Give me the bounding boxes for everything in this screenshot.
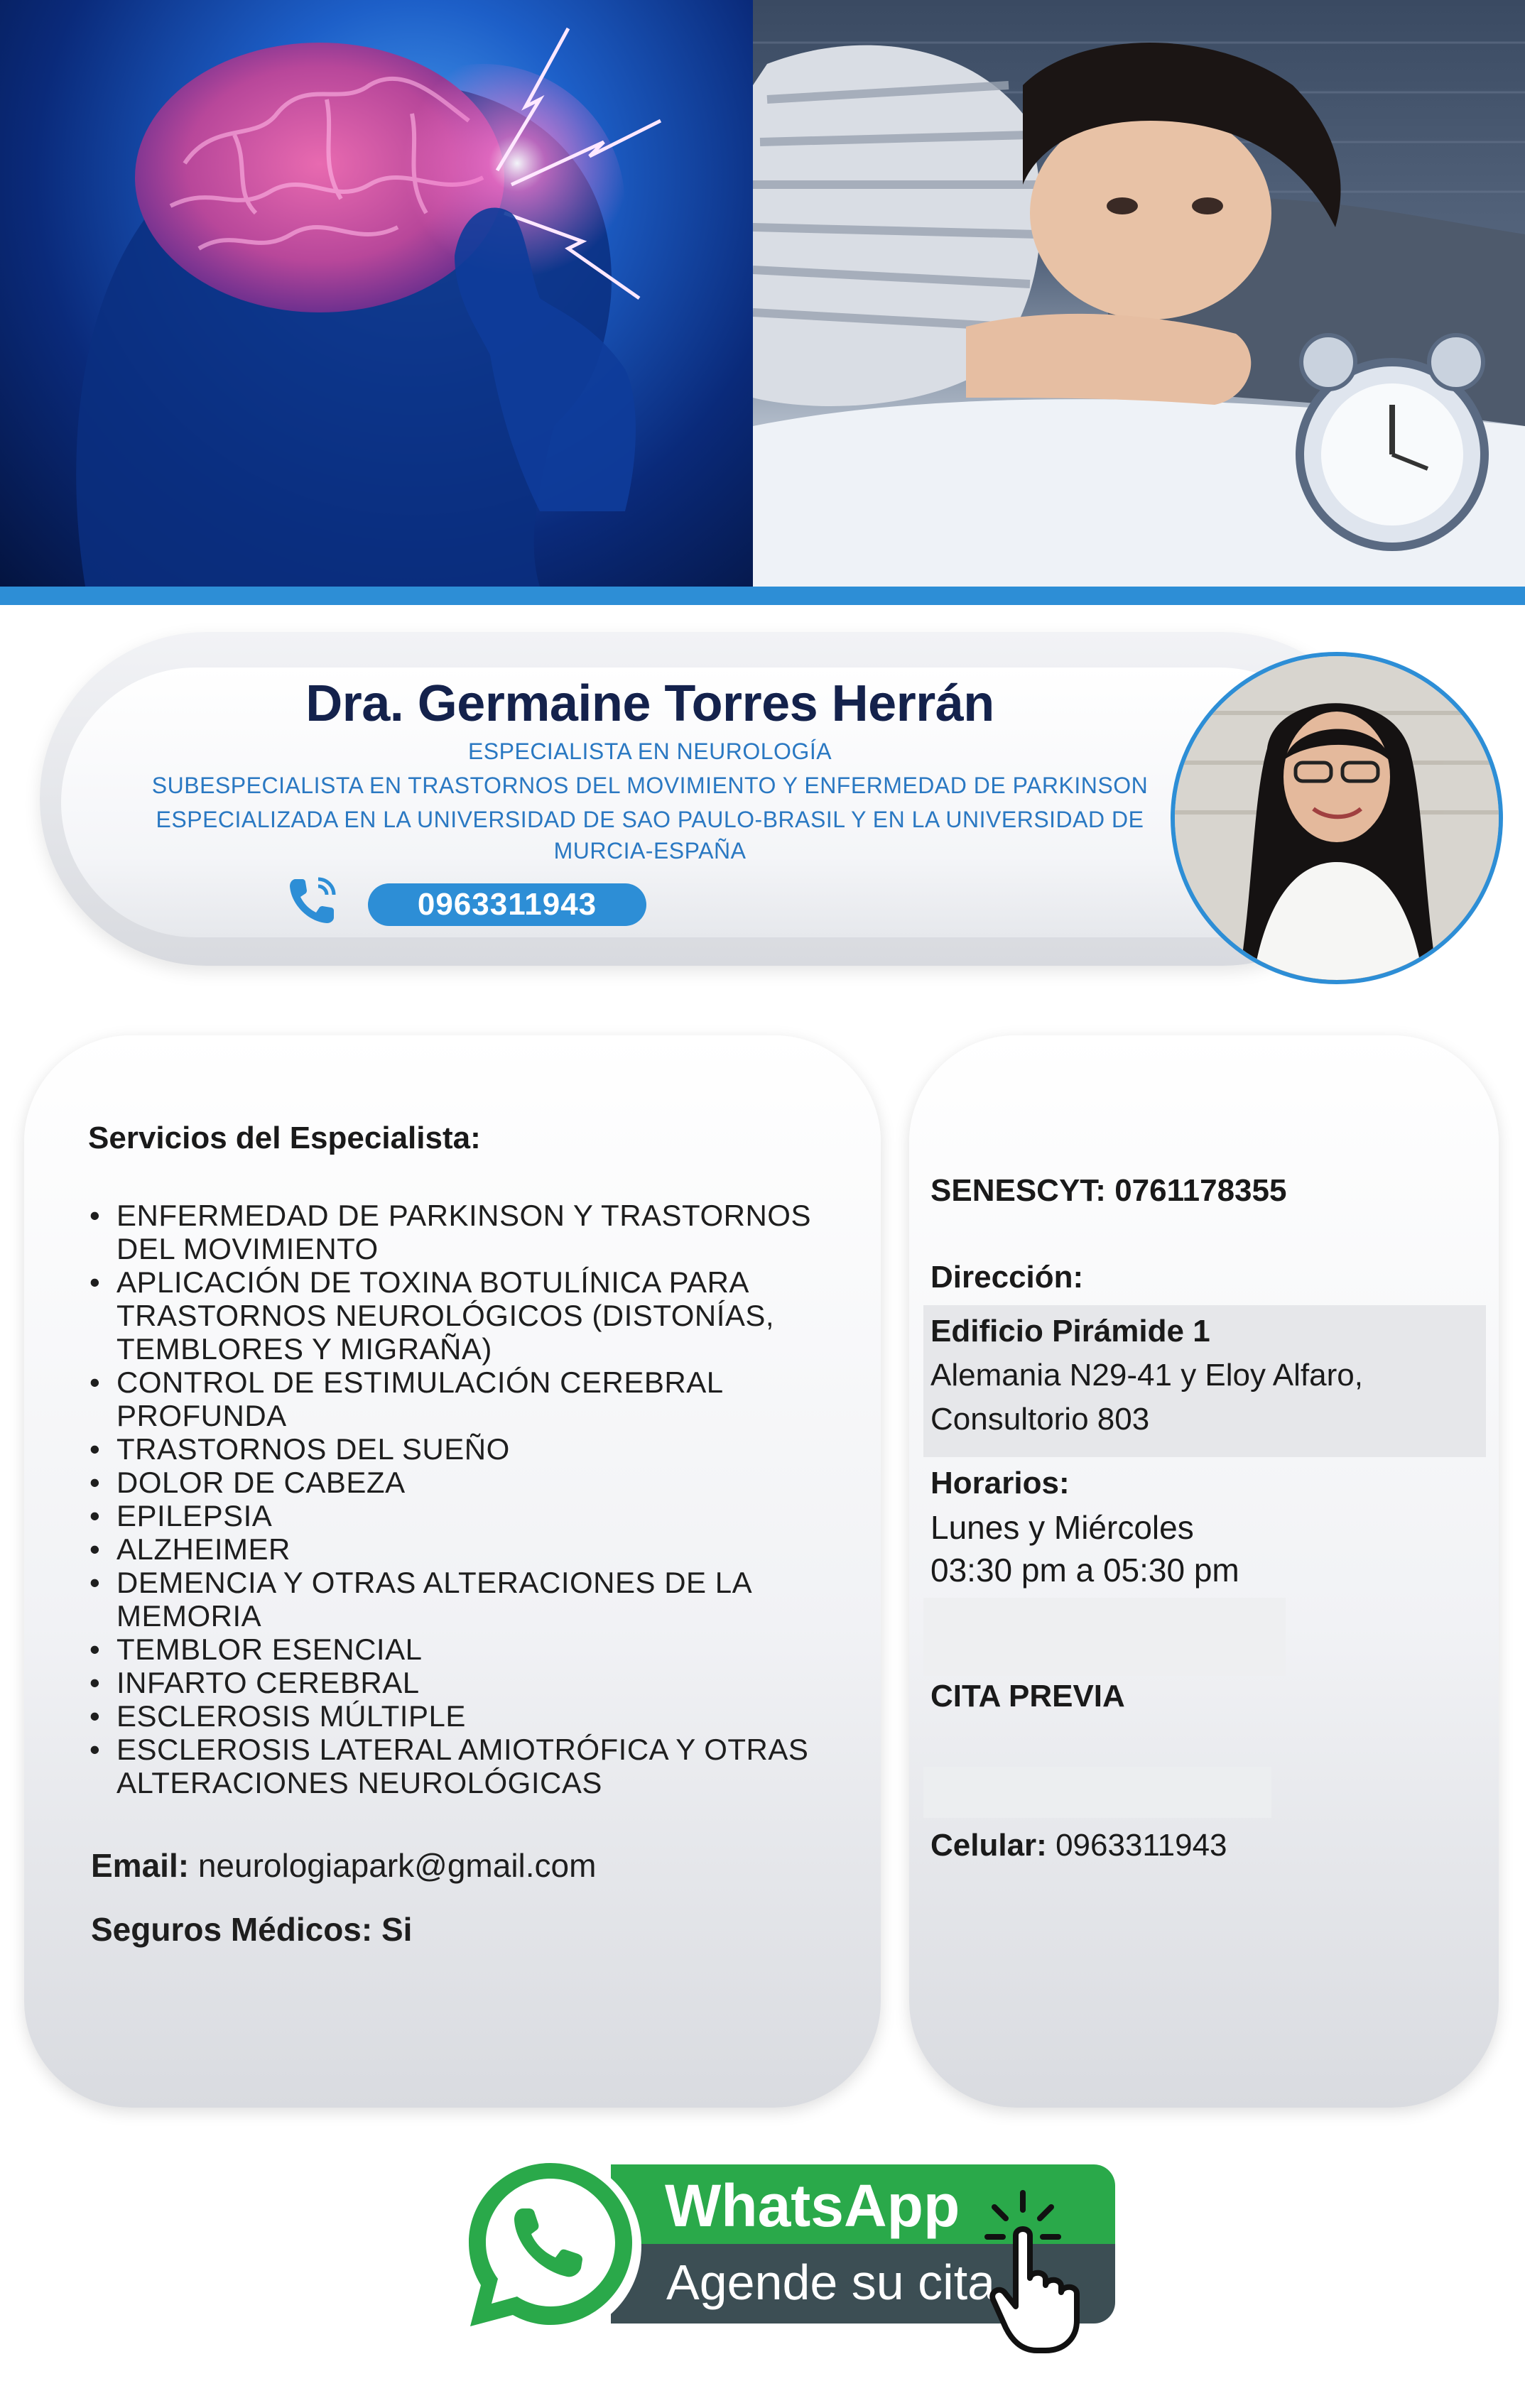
doctor-specialty: ESPECIALISTA EN NEUROLOGÍA	[467, 739, 832, 764]
mobile-line	[930, 1828, 1227, 1863]
address-office: Consultorio 803	[930, 1402, 1150, 1437]
schedule-time: 03:30 pm a 05:30 pm	[930, 1552, 1239, 1589]
email-label: Email:	[91, 1847, 190, 1884]
service-item: • APLICACIÓN DE TOXINA BOTULÍNICA PARA TRASTORNOS NEUROLÓGICOS (DISTONÍAS, TEMBLORES Y MIGRAÑA)	[88, 1265, 855, 1366]
doctor-training-line1: ESPECIALIZADA EN LA UNIVERSIDAD DE SAO PAULO-BRASIL Y EN LA UNIVERSIDAD DE	[156, 807, 1144, 832]
pointing-hand-icon	[980, 2186, 1122, 2356]
schedule-label: Horarios:	[930, 1466, 1070, 1500]
doctor-name: Dra. Germaine Torres Herrán	[305, 675, 994, 732]
insomnia-woman-image	[753, 0, 1525, 587]
blank-area	[923, 1767, 1271, 1818]
services-title: Servicios del Especialista:	[88, 1121, 481, 1155]
schedule-days: Lunes y Miércoles	[930, 1509, 1194, 1546]
email-link[interactable]: neurologiapark@gmail.com	[197, 1847, 597, 1884]
mobile-label: Celular:	[930, 1828, 1047, 1863]
whatsapp-icon	[455, 2150, 646, 2342]
services-list	[88, 1199, 855, 1799]
address-street: Alemania N29-41 y Eloy Alfaro,	[930, 1358, 1363, 1393]
doctor-subspecialty: SUBESPECIALISTA EN TRASTORNOS DEL MOVIMIENTO Y ENFERMEDAD DE PARKINSON	[151, 773, 1149, 798]
doctor-training-line2: MURCIA-ESPAÑA	[553, 838, 747, 863]
service-item: • DOLOR DE CABEZA	[88, 1466, 855, 1499]
address-label: Dirección:	[930, 1260, 1084, 1295]
insurance-value: Si	[381, 1911, 413, 1948]
hero-images	[0, 0, 1525, 587]
hero-divider-stripe	[0, 587, 1525, 605]
doctor-photo	[1171, 652, 1503, 984]
senescyt-label: SENESCYT:	[930, 1173, 1106, 1208]
senescyt-line	[930, 1173, 1286, 1209]
whatsapp-button[interactable]	[540, 2164, 1115, 2328]
service-item: • ESCLEROSIS LATERAL AMIOTRÓFICA Y OTRAS ALTERACIONES NEUROLÓGICAS	[88, 1733, 855, 1799]
brain-headache-image	[0, 0, 753, 587]
service-item: • ENFERMEDAD DE PARKINSON Y TRASTORNOS DEL MOVIMIENTO	[88, 1199, 855, 1265]
service-item: • TEMBLOR ESENCIAL	[88, 1633, 855, 1666]
address-building: Edificio Pirámide 1	[930, 1314, 1210, 1349]
phone-icon[interactable]	[286, 872, 342, 929]
service-item: • ALZHEIMER	[88, 1532, 855, 1566]
insurance-label: Seguros Médicos:	[91, 1911, 373, 1948]
service-item: • TRASTORNOS DEL SUEÑO	[88, 1432, 855, 1466]
email-line	[91, 1846, 596, 1885]
senescyt-value: 0761178355	[1114, 1173, 1287, 1208]
service-item: • INFARTO CEREBRAL	[88, 1666, 855, 1699]
service-item: • EPILEPSIA	[88, 1499, 855, 1532]
appointment-note: CITA PREVIA	[930, 1679, 1125, 1714]
whatsapp-subtitle: Agende su cita	[666, 2255, 996, 2310]
insurance-line	[91, 1910, 412, 1949]
blank-area	[923, 1598, 1286, 1676]
phone-number-pill[interactable]: 0963311943	[368, 883, 646, 926]
mobile-number[interactable]: 0963311943	[1055, 1828, 1227, 1863]
service-item: • ESCLEROSIS MÚLTIPLE	[88, 1699, 855, 1733]
service-item: • CONTROL DE ESTIMULACIÓN CEREBRAL PROFUNDA	[88, 1366, 855, 1432]
service-item: • DEMENCIA Y OTRAS ALTERACIONES DE LA MEMORIA	[88, 1566, 855, 1633]
whatsapp-title: WhatsApp	[665, 2172, 960, 2239]
